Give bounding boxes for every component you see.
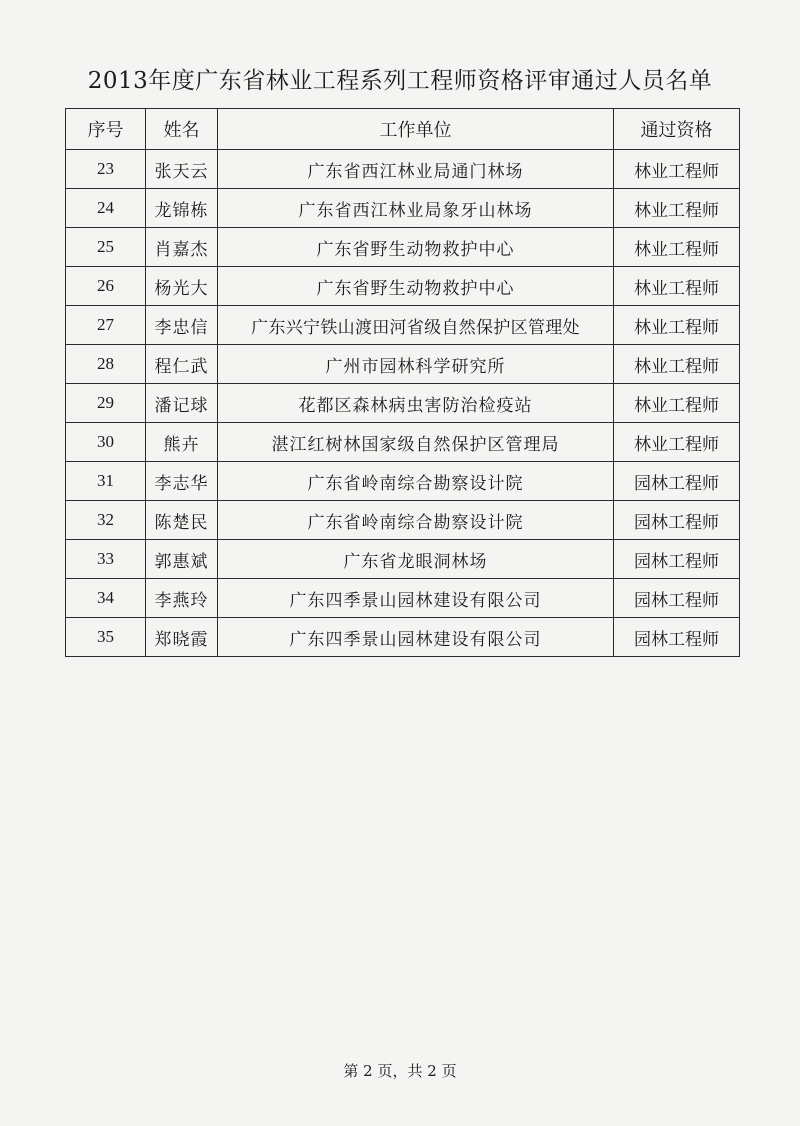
table-row	[66, 579, 740, 618]
row-number: 33	[66, 540, 146, 579]
work-unit: 广东四季景山园林建设有限公司	[218, 579, 614, 618]
work-unit: 广东省龙眼洞林场	[218, 540, 614, 579]
work-unit: 湛江红树林国家级自然保护区管理局	[218, 423, 614, 462]
row-number: 30	[66, 423, 146, 462]
table-row	[66, 501, 740, 540]
row-number: 26	[66, 267, 146, 306]
table-row	[66, 423, 740, 462]
table-row	[66, 189, 740, 228]
work-unit: 广东四季景山园林建设有限公司	[218, 618, 614, 657]
row-number: 27	[66, 306, 146, 345]
person-name: 李燕玲	[146, 579, 218, 618]
row-number: 34	[66, 579, 146, 618]
qualification: 园林工程师	[614, 618, 740, 657]
table-row	[66, 345, 740, 384]
table-header-row	[66, 109, 740, 150]
table-row	[66, 150, 740, 189]
row-number: 31	[66, 462, 146, 501]
work-unit: 广东省岭南综合勘察设计院	[218, 462, 614, 501]
person-name: 张天云	[146, 150, 218, 189]
row-number: 35	[66, 618, 146, 657]
person-name: 杨光大	[146, 267, 218, 306]
person-name: 陈楚民	[146, 501, 218, 540]
person-name: 潘记球	[146, 384, 218, 423]
table-row	[66, 462, 740, 501]
row-number: 32	[66, 501, 146, 540]
person-name: 郑晓霞	[146, 618, 218, 657]
row-number: 23	[66, 150, 146, 189]
header-qualification: 通过资格	[614, 109, 740, 150]
table-row	[66, 618, 740, 657]
person-name: 李志华	[146, 462, 218, 501]
qualification: 林业工程师	[614, 384, 740, 423]
page-title: 2013年度广东省林业工程系列工程师资格评审通过人员名单	[87, 68, 713, 94]
row-number: 25	[66, 228, 146, 267]
row-number: 28	[66, 345, 146, 384]
work-unit: 广东省西江林业局象牙山林场	[218, 189, 614, 228]
person-name: 龙锦栋	[146, 189, 218, 228]
work-unit: 广东省野生动物救护中心	[218, 267, 614, 306]
page-footer: 第 2 页，共 2 页	[343, 1062, 457, 1080]
qualification: 园林工程师	[614, 462, 740, 501]
table-row	[66, 228, 740, 267]
table-row	[66, 540, 740, 579]
table-row	[66, 267, 740, 306]
qualification: 园林工程师	[614, 501, 740, 540]
work-unit: 广东省西江林业局通门林场	[218, 150, 614, 189]
table-row	[66, 306, 740, 345]
person-name: 熊卉	[146, 423, 218, 462]
person-name: 郭惠斌	[146, 540, 218, 579]
row-number: 24	[66, 189, 146, 228]
row-number: 29	[66, 384, 146, 423]
qualification: 林业工程师	[614, 228, 740, 267]
roster-table	[65, 108, 740, 657]
qualification: 林业工程师	[614, 306, 740, 345]
work-unit: 花都区森林病虫害防治检疫站	[218, 384, 614, 423]
qualification: 园林工程师	[614, 579, 740, 618]
header-no: 序号	[66, 109, 146, 150]
qualification: 园林工程师	[614, 540, 740, 579]
table-row	[66, 384, 740, 423]
work-unit: 广东兴宁铁山渡田河省级自然保护区管理处	[218, 306, 614, 345]
person-name: 程仁武	[146, 345, 218, 384]
person-name: 肖嘉杰	[146, 228, 218, 267]
qualification: 林业工程师	[614, 267, 740, 306]
qualification: 林业工程师	[614, 423, 740, 462]
header-unit: 工作单位	[218, 109, 614, 150]
work-unit: 广州市园林科学研究所	[218, 345, 614, 384]
qualification: 林业工程师	[614, 345, 740, 384]
header-name: 姓名	[146, 109, 218, 150]
work-unit: 广东省野生动物救护中心	[218, 228, 614, 267]
qualification: 林业工程师	[614, 189, 740, 228]
work-unit: 广东省岭南综合勘察设计院	[218, 501, 614, 540]
person-name: 李忠信	[146, 306, 218, 345]
qualification: 林业工程师	[614, 150, 740, 189]
